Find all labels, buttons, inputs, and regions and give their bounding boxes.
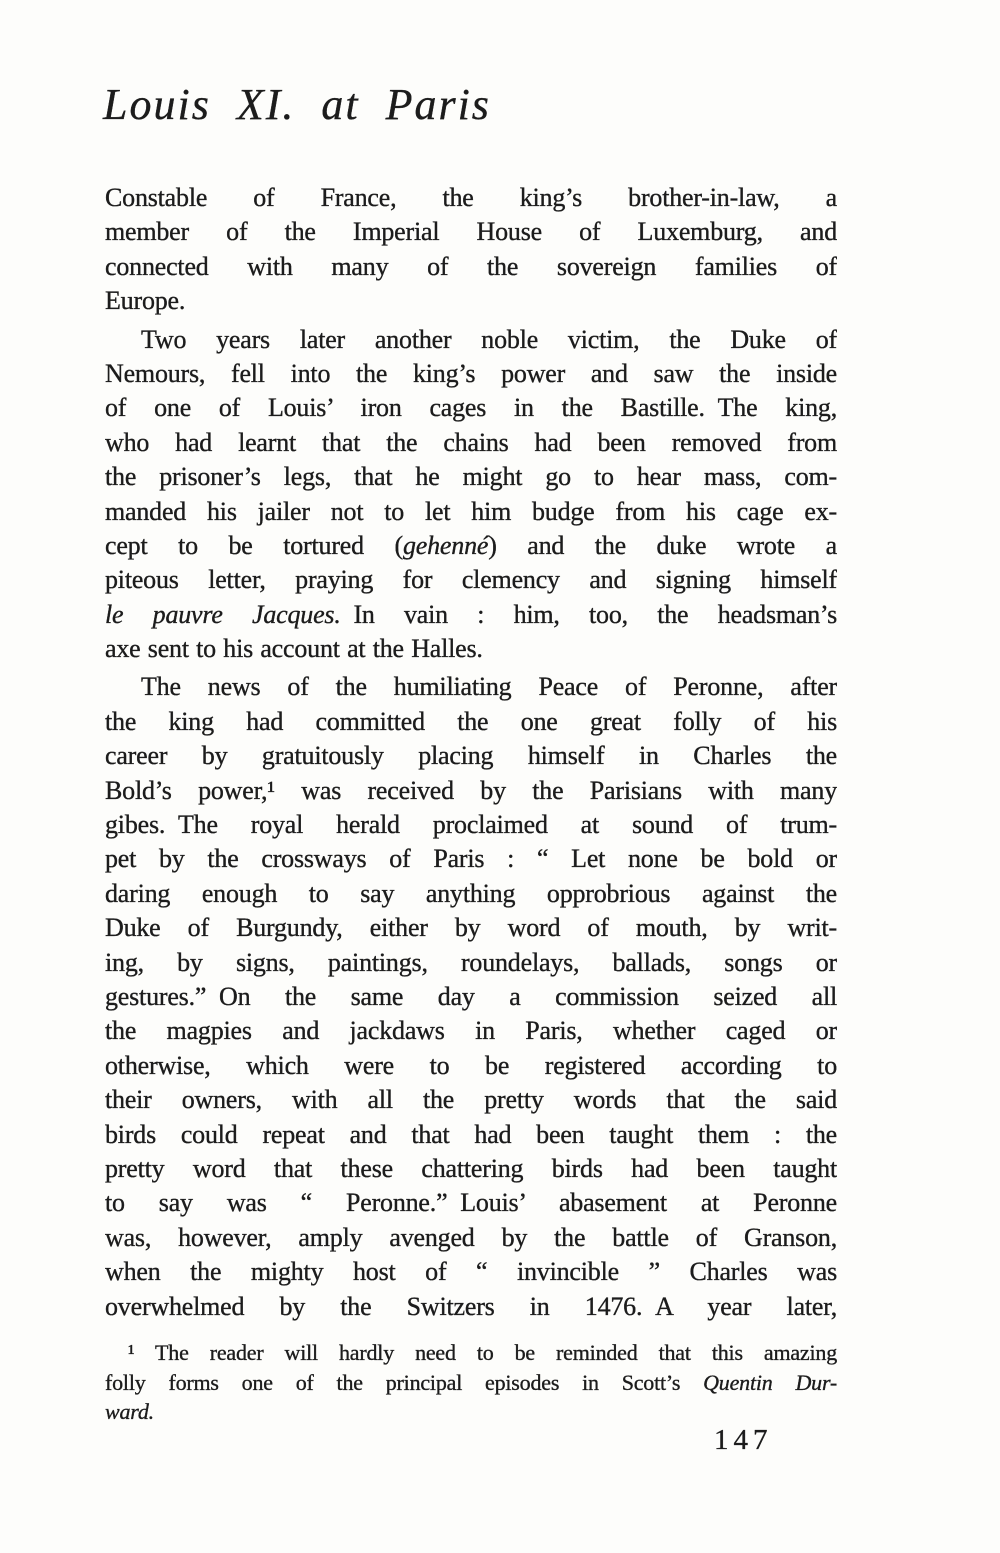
text-line xyxy=(105,563,837,597)
text-line xyxy=(105,1255,837,1289)
text-line xyxy=(105,391,837,425)
text-line xyxy=(105,705,837,739)
text-segment: Nemours, fell into the king’s power and saw the inside xyxy=(105,358,837,388)
text-line xyxy=(105,739,837,773)
italic-text-segment: gehenné xyxy=(402,530,489,560)
footnote-line xyxy=(105,1338,837,1368)
paragraph xyxy=(105,323,837,667)
text-segment: ¹ The reader will hardly need to be reminded that this amazing xyxy=(128,1340,837,1365)
text-line xyxy=(105,911,837,945)
text-segment: In vain : him, too, the headsman’s xyxy=(340,599,837,629)
text-segment: member of the Imperial House of Luxemburg, and xyxy=(105,217,837,247)
text-segment: Duke of Burgundy, either by word of mouth, by writ- xyxy=(105,913,837,943)
body-text xyxy=(105,181,837,1324)
paragraph xyxy=(105,670,837,1323)
italic-text-segment: le pauvre Jacques. xyxy=(105,599,341,629)
text-segment: overwhelmed by the Switzers in 1476. A year later, xyxy=(105,1291,837,1321)
paragraph xyxy=(105,181,837,319)
text-line xyxy=(105,980,837,1014)
text-segment: piteous letter, praying for clemency and signing himself xyxy=(105,565,837,595)
text-segment: The news of the humiliating Peace of Peronne, after xyxy=(141,672,837,702)
text-line xyxy=(105,1049,837,1083)
text-line xyxy=(105,842,837,876)
text-line xyxy=(105,670,837,704)
text-line xyxy=(105,1083,837,1117)
text-segment: pet by the crossways of Paris : “ Let none be bold or xyxy=(105,844,837,874)
text-line xyxy=(105,460,837,494)
text-line xyxy=(105,1221,837,1255)
text-segment: the prisoner’s legs, that he might go to hear mass, com- xyxy=(105,462,837,492)
text-line xyxy=(105,1014,837,1048)
text-line xyxy=(105,284,837,318)
text-line xyxy=(105,877,837,911)
text-segment: manded his jailer not to let him budge from his cage ex- xyxy=(105,496,837,526)
italic-text-segment: ward. xyxy=(105,1399,154,1424)
text-segment: gibes. The royal herald proclaimed at sound of trum- xyxy=(105,810,837,840)
footnote-line xyxy=(105,1368,837,1398)
text-line xyxy=(105,774,837,808)
text-line xyxy=(105,1152,837,1186)
text-segment: cept to be tortured ( xyxy=(105,530,403,560)
text-line xyxy=(105,1290,837,1324)
text-segment: to say was “ Peronne.” Louis’ abasement at Peronne xyxy=(105,1188,837,1218)
page-title: Louis XI. at Paris xyxy=(103,80,491,129)
text-segment: career by gratuitously placing himself in Charles the xyxy=(105,741,837,771)
text-segment: when the mighty host of “ invincible ” Charles was xyxy=(105,1257,837,1287)
text-segment: Two years later another noble victim, the Duke of xyxy=(141,324,837,354)
text-line xyxy=(105,215,837,249)
text-segment: of one of Louis’ iron cages in the Bastille. The king, xyxy=(105,393,837,423)
text-segment: ing, by signs, paintings, roundelays, ballads, songs or xyxy=(105,947,837,977)
text-line xyxy=(105,808,837,842)
text-segment: the magpies and jackdaws in Paris, whether caged or xyxy=(105,1016,837,1046)
text-line xyxy=(105,357,837,391)
text-segment: pretty word that these chattering birds had been taught xyxy=(105,1153,837,1183)
text-line xyxy=(105,250,837,284)
text-segment: the king had committed the one great folly of his xyxy=(105,706,837,736)
footnote-line xyxy=(105,1397,837,1427)
text-segment: gestures.” On the same day a commission seized all xyxy=(105,981,837,1011)
text-segment: Europe. xyxy=(105,286,186,316)
page-number: 147 xyxy=(714,1424,773,1456)
text-line xyxy=(105,1118,837,1152)
text-segment: Constable of France, the king’s brother-in-law, a xyxy=(105,183,837,212)
text-segment: was, however, amply avenged by the battle of Granson, xyxy=(105,1222,837,1252)
text-line xyxy=(105,529,837,563)
text-segment: folly forms one of the principal episodes in Scott’s xyxy=(105,1369,704,1395)
text-line xyxy=(105,323,837,357)
text-segment: connected with many of the sovereign families of xyxy=(105,251,837,281)
text-line xyxy=(105,598,837,632)
text-line xyxy=(105,181,837,215)
text-segment: otherwise, which were to be registered according to xyxy=(105,1050,837,1080)
text-segment: ) and the duke wrote a xyxy=(488,530,837,560)
italic-text-segment: Quentin Dur- xyxy=(703,1369,837,1395)
footnote xyxy=(105,1338,837,1427)
text-line xyxy=(105,632,837,666)
text-segment: daring enough to say anything opprobrious against the xyxy=(105,878,837,908)
text-segment: who had learnt that the chains had been removed from xyxy=(105,427,837,457)
text-segment: birds could repeat and that had been taught them : the xyxy=(105,1119,837,1149)
text-segment: axe sent to his account at the Halles. xyxy=(105,634,483,664)
text-line xyxy=(105,946,837,980)
text-segment: Bold’s power,¹ was received by the Parisians with many xyxy=(105,775,837,805)
text-segment: their owners, with all the pretty words that the said xyxy=(105,1085,837,1115)
text-line xyxy=(105,426,837,460)
text-line xyxy=(105,1186,837,1220)
text-line xyxy=(105,495,837,529)
